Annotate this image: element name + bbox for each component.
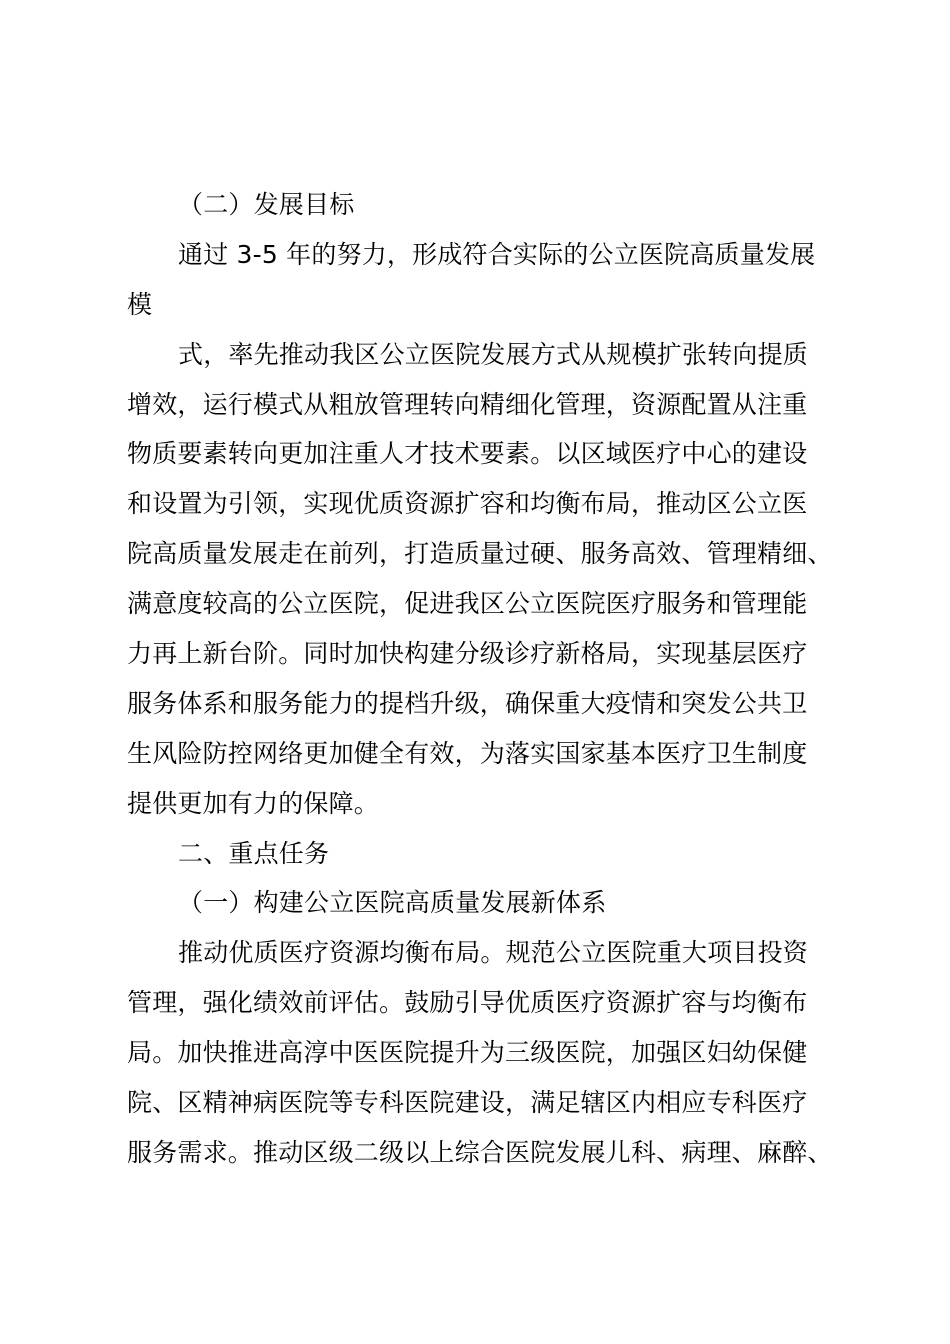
- paragraph-line: 局。加快推进高淳中医医院提升为三级医院，加强区妇幼保健: [127, 1038, 808, 1067]
- section-heading-development-goals: （二）发展目标: [178, 190, 355, 219]
- subsection-heading-new-system: （一）构建公立医院高质量发展新体系: [178, 888, 607, 917]
- paragraph-line: 和设置为引领，实现优质资源扩容和均衡布局，推动区公立医: [127, 489, 808, 518]
- paragraph-line: 推动优质医疗资源均衡布局。规范公立医院重大项目投资: [178, 938, 809, 967]
- paragraph-line: 物质要素转向更加注重人才技术要素。以区域医疗中心的建设: [127, 439, 808, 468]
- section-heading-key-tasks: 二、重点任务: [178, 839, 330, 868]
- paragraph-line: 生风险防控网络更加健全有效，为落实国家基本医疗卫生制度: [127, 739, 808, 768]
- paragraph-line: 提供更加有力的保障。: [127, 789, 380, 818]
- paragraph-line: 院、区精神病医院等专科医院建设，满足辖区内相应专科医疗: [127, 1088, 808, 1117]
- paragraph-line: 服务体系和服务能力的提档升级，确保重大疫情和突发公共卫: [127, 689, 808, 718]
- paragraph-line: 增效，运行模式从粗放管理转向精细化管理，资源配置从注重: [127, 390, 808, 419]
- paragraph-line-wrap: 模: [127, 290, 153, 319]
- paragraph-line: 满意度较高的公立医院，促进我区公立医院医疗服务和管理能: [127, 589, 808, 618]
- paragraph-line: 式，率先推动我区公立医院发展方式从规模扩张转向提质: [178, 340, 809, 369]
- paragraph-line: 通过 3-5 年的努力，形成符合实际的公立医院高质量发展: [178, 240, 816, 269]
- paragraph-line: 院高质量发展走在前列，打造质量过硬、服务高效、管理精细、: [127, 539, 833, 568]
- paragraph-line: 管理，强化绩效前评估。鼓励引导优质医疗资源扩容与均衡布: [127, 988, 808, 1017]
- paragraph-line: 力再上新台阶。同时加快构建分级诊疗新格局，实现基层医疗: [127, 639, 808, 668]
- paragraph-line: 服务需求。推动区级二级以上综合医院发展儿科、病理、麻醉、: [127, 1138, 833, 1167]
